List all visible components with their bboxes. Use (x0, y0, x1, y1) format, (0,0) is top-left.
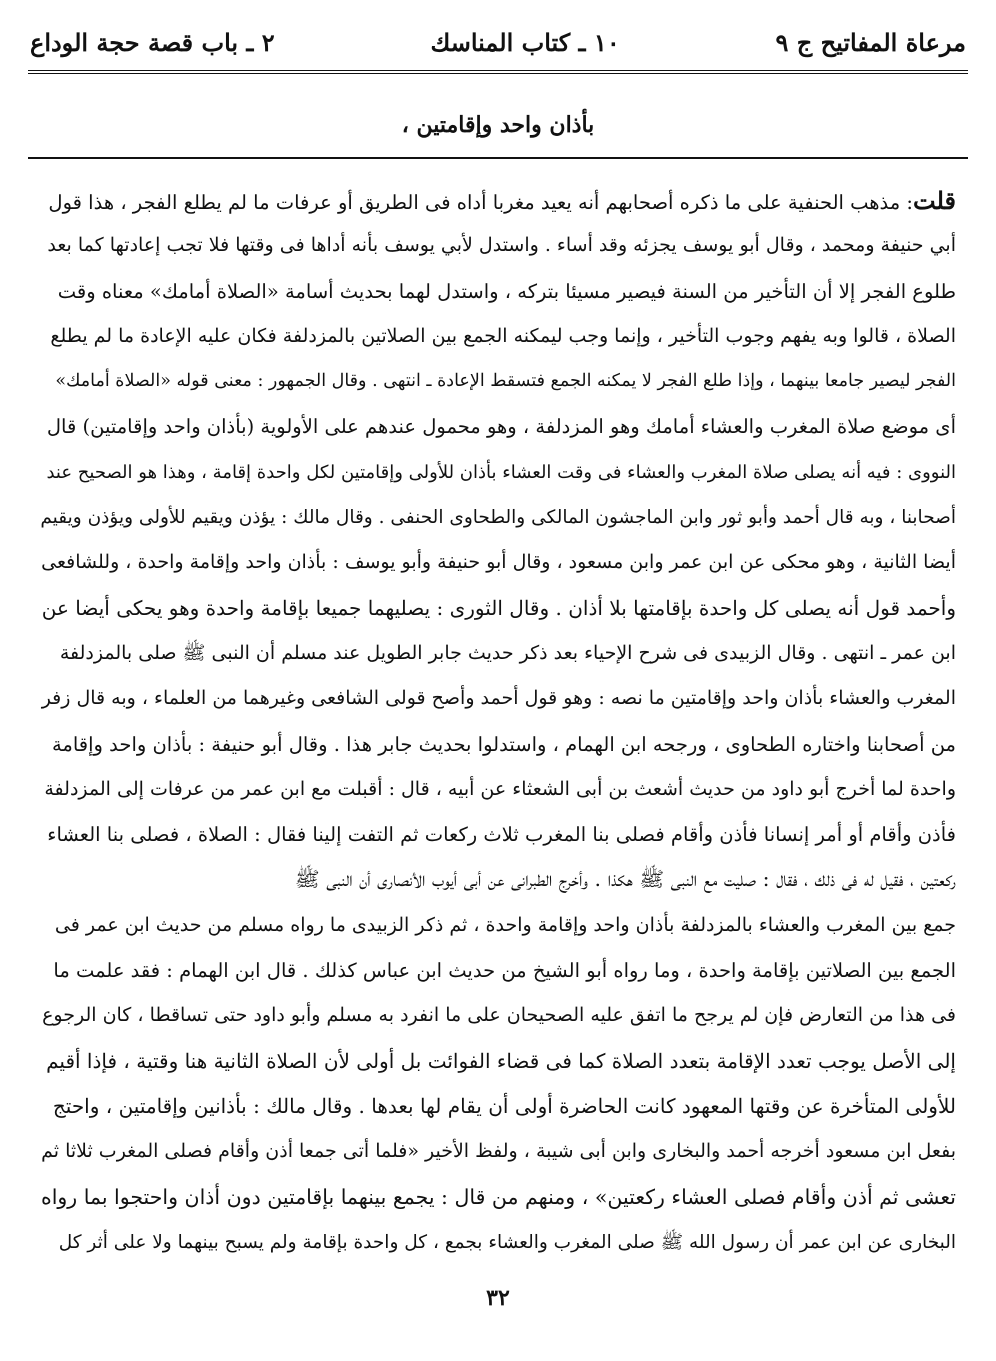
commentary-line: إلى الأصل يوجب تعدد الإقامة بتعدد الصلاة كما فى قضاء الفوائت بل أولى لأن الصلاة الثانية هنا وقتية ، فإذا أقيم (46, 1048, 956, 1073)
commentary-line: أبي حنيفة ومحمد ، وقال أبو يوسف يجزئه وقد أساء . واستدل لأبي يوسف بأنه أداها فى وقتها فلا تجب إعادتها كما بعد (47, 234, 956, 257)
commentary-line: أى موضع صلاة المغرب والعشاء أمامك وهو المزدلفة ، وهو محمول عندهم على الأولوية (بأذان واحد وإقامتين) قال (46, 415, 956, 439)
running-head (30, 22, 966, 62)
commentary-line: طلوع الفجر إلا أن التأخير من السنة فيصير مسيئا بتركه ، واستدل لهما بحديث أسامة «الصلاة أمامك» معناه وقت (57, 279, 956, 303)
commentary-line: ابن عمر ـ انتهى . وقال الزبيدى فى شرح الإحياء بعد ذكر حديث جابر الطويل عند مسلم أن النبى ﷺ صلى بالمزدلفة (59, 641, 956, 664)
page-number: ٣٢ (486, 1285, 510, 1311)
commentary-line: جمع بين المغرب والعشاء بالمزدلفة بأذان واحد وإقامة واحدة ، ثم ذكر الزبيدى ما رواه مسلم من حديث ابن عمر فى (54, 913, 956, 936)
header-double-rule (28, 70, 968, 74)
hadith-excerpt: بأذان واحد وإقامتين ، (401, 112, 595, 138)
commentary-line: فى هذا من التعارض فإن لم يرجح ما اتفق عليه الصحيحان على ما انفرد به مسلم وأبو داود حتى تساقطا ، كان الرجوع (42, 1004, 956, 1027)
commentary-line-text: : مذهب الحنفية على ما ذكره أصحابهم أنه يعيد مغربا أداه فى الطريق أو عرفات ما لم يطلع الفجر ، هذا قول (48, 191, 914, 214)
commentary-line: فأذن وأقام أو أمر إنسانا فأذن وأقام فصلى بنا المغرب ثلاث ركعات ثم التفت إلينا فقال : الصلاة ، فصلى بنا العشاء (47, 823, 956, 847)
commentary-line: أصحابنا ، وبه قال أحمد وأبو ثور وابن الماجشون المالكى والطحاوى الحنفى . وقال مالك : يؤذن ويقيم للأولى ويؤذن ويقيم (40, 507, 956, 529)
commentary-line: وأحمد قول أنه يصلى كل واحدة بإقامتها بلا أذان . وقال الثورى : يصليهما جميعا بإقامة واحدة وهو يحكى أيضا عن (41, 595, 956, 620)
commentary-line: ركعتين ، فقيل له فى ذلك ، فقال : صليت مع النبى ﷺ هكذا . وأخرج الطبرانى عن أبى أيوب الأنصارى أن النبى ﷺ (294, 867, 956, 892)
running-head-chapter: ١٠ ـ كتاب المناسك (430, 27, 620, 57)
commentary-body (40, 178, 956, 1265)
commentary-line: بفعل ابن مسعود أخرجه أحمد والبخارى وابن أبى شيبة ، ولفظ الأخير «فلما أتى جمعا أذن وأقام فصلى المغرب ثلاثا ثم (41, 1140, 956, 1163)
commentary-line: النووى : فيه أنه يصلى صلاة المغرب والعشاء فى وقت العشاء بأذان للأولى وإقامتين لكل واحدة إقامة ، وهذا هو الصحيح عند (46, 461, 956, 483)
commentary-line: أيضا الثانية ، وهو محكى عن ابن عمر وابن مسعود ، وقال أبو حنيفة وأبو يوسف : بأذان واحد وإقامة واحدة ، وللشافعى (41, 551, 956, 574)
commentary-line: للأولى المتأخرة عن وقتها المعهود كانت الحاضرة أولى أن يقام لها بعدها . وقال مالك : بأذانين وإقامتين ، واحتج (52, 1093, 956, 1118)
commentary-line: الصلاة ، قالوا وبه يفهم وجوب التأخير ، وإنما وجب ليمكنه الجمع بين الصلاتين بالمزدلفة فكان عليه الإعادة ما لم يطلع (50, 324, 956, 347)
commentary-line: الجمع بين الصلاتين بإقامة واحدة ، وما رواه أبو الشيخ من حديث ابن عباس كذلك . قال ابن الهمام : فقد علمت ما (53, 959, 956, 983)
running-head-book-volume: مرعاة المفاتيح ج ٩ (775, 27, 966, 57)
commentary-lead-word: قلت (913, 186, 956, 215)
commentary-line: من أصحابنا واختاره الطحاوى ، ورجحه ابن الهمام ، واستدلوا بحديث جابر هذا . وقال أبو حنيفة : بأذان واحد وإقامة (51, 732, 956, 756)
commentary-line: البخارى عن ابن عمر أن رسول الله ﷺ صلى المغرب والعشاء بجمع ، كل واحدة بإقامة ولم يسبح بينهما ولا على أثر كل (58, 1231, 956, 1253)
commentary-line: المغرب والعشاء بأذان واحد وإقامتين ما نصه : وهو قول أحمد وأصح قولى الشافعى وغيرهما من العلماء ، وبه قال زفر (41, 687, 956, 710)
commentary-line (40, 178, 956, 223)
commentary-line: تعشى ثم أذن وأقام فصلى العشاء ركعتين» ، ومنهم من قال : يجمع بينهما بإقامتين دون أذان واحتجوا بما رواه (40, 1184, 956, 1209)
running-head-section: ٢ ـ باب قصة حجة الوداع (30, 27, 275, 57)
text-divider-rule (28, 157, 968, 159)
commentary-line: الفجر ليصير جامعا بينهما ، وإذا طلع الفجر لا يمكنه الجمع فتسقط الإعادة ـ انتهى . وقال الجمهور : معنى قوله «الصلاة أمامك» (55, 371, 956, 392)
commentary-line: واحدة لما أخرج أبو داود من حديث أشعث بن أبى الشعثاء عن أبيه ، قال : أقبلت مع ابن عمر من عرفات إلى المزدلفة (44, 777, 956, 800)
